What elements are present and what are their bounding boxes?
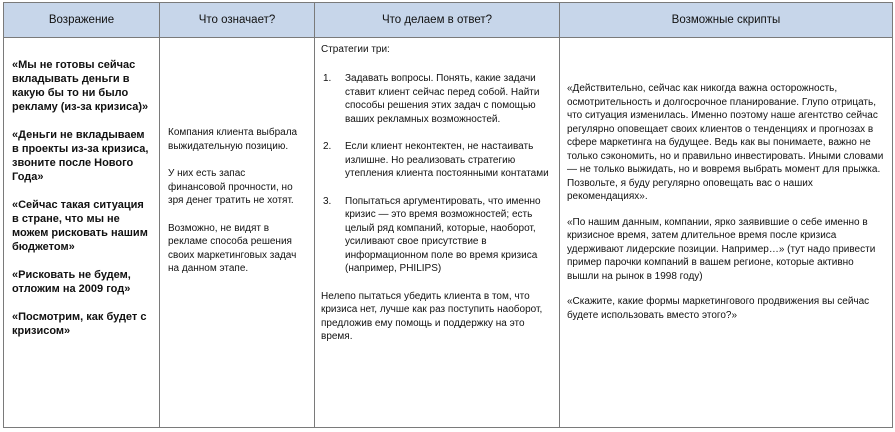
strategy-number: 1. <box>323 73 332 84</box>
objection-text: «Посмотрим, как будет с кризисом» <box>12 311 147 337</box>
content-row <box>4 38 893 428</box>
strategy-number: 2. <box>323 141 332 152</box>
script-paragraph: «Скажите, какие формы маркетингового продвижения вы сейчас будете использовать вместо этого?» <box>567 296 870 321</box>
meaning-paragraph: У них есть запас финансовой прочности, но зря денег тратить не хотят. <box>168 168 294 206</box>
objections-table <box>3 2 893 428</box>
response-conclusion: Нелепо пытаться убедить клиента в том, что кризиса нет, лучше как раз поступить наоборот, предложив ему помощь и поддержку на это время. <box>321 290 543 342</box>
scripts-cell <box>560 38 893 428</box>
header-scripts: Возможные скрипты <box>560 3 893 38</box>
strategy-text: Если клиент неконтектен, не настаивать излишне. Но реализовать стратегию утепления клиента постоянными контатами <box>345 141 549 179</box>
strategy-text: Попытаться аргументировать, что именно кризис — это время возможностей; есть целый ряд компаний, которые, наоборот, усиливают свое присутствие в информационном поле во время кризиса (например, PHILIPS) <box>345 195 541 274</box>
meaning-paragraph: Возможно, не видят в рекламе способа решения своих маркетинговых задач на данном этапе. <box>168 222 297 274</box>
header-response: Что делаем в ответ? <box>315 3 560 38</box>
strategy-number: 3. <box>323 195 332 207</box>
meaning-cell <box>160 38 315 428</box>
strategy-item <box>321 140 553 181</box>
strategies-intro: Стратегии три: <box>321 44 390 55</box>
strategy-text: Задавать вопросы. Понять, какие задачи ставит клиент сейчас перед собой. Найти способы решения этих задач с помощью ваших рекламных возможностей. <box>345 73 540 125</box>
meaning-paragraph: Компания клиента выбрала выжидательную позицию. <box>168 127 298 152</box>
header-row <box>4 3 893 38</box>
strategy-item <box>321 195 553 276</box>
header-meaning: Что означает? <box>160 3 315 38</box>
response-cell <box>315 38 560 428</box>
strategy-item <box>321 72 553 126</box>
script-paragraph: «Действительно, сейчас как никогда важна осторожность, осмотрительность и долгосрочное планирование. Глупо отрицать, что ситуация изменилась. Именно поэтому наше агентство сейчас регулярно оповещает своих клиентов о тенденциях и прогнозах в сфере маркетинга на будущее. Ведь как вы понимаете, важно не только сэкономить, но и правильно инвестировать. Иными словами — не только выжидать, но и вовремя выбрать момент для прыжка. Позвольте, я буду регулярно оповещать вас о наших рекомендациях». <box>567 83 884 202</box>
objections-cell <box>4 38 160 428</box>
objection-text: «Сейчас такая ситуация в стране, что мы не можем рисковать нашим бюджетом» <box>12 199 148 253</box>
header-objection: Возражение <box>4 3 160 38</box>
objection-text: «Мы не готовы сейчас вкладывать деньги в какую бы то ни было рекламу (из-за кризиса)» <box>12 59 149 113</box>
objection-text: «Рисковать не будем, отложим на 2009 год» <box>12 269 131 295</box>
script-paragraph: «По нашим данным, компании, ярко заявившие о себе именно в кризисное время, затем длительное время после кризиса удерживают лидерские позиции. Например…» (тут надо привести пример парочки компаний в вашем регионе, которые активно вышли на рынок в 1998 году) <box>567 216 876 282</box>
objection-text: «Деньги не вкладываем в проекты из-за кризиса, звоните после Нового Года» <box>12 129 149 183</box>
